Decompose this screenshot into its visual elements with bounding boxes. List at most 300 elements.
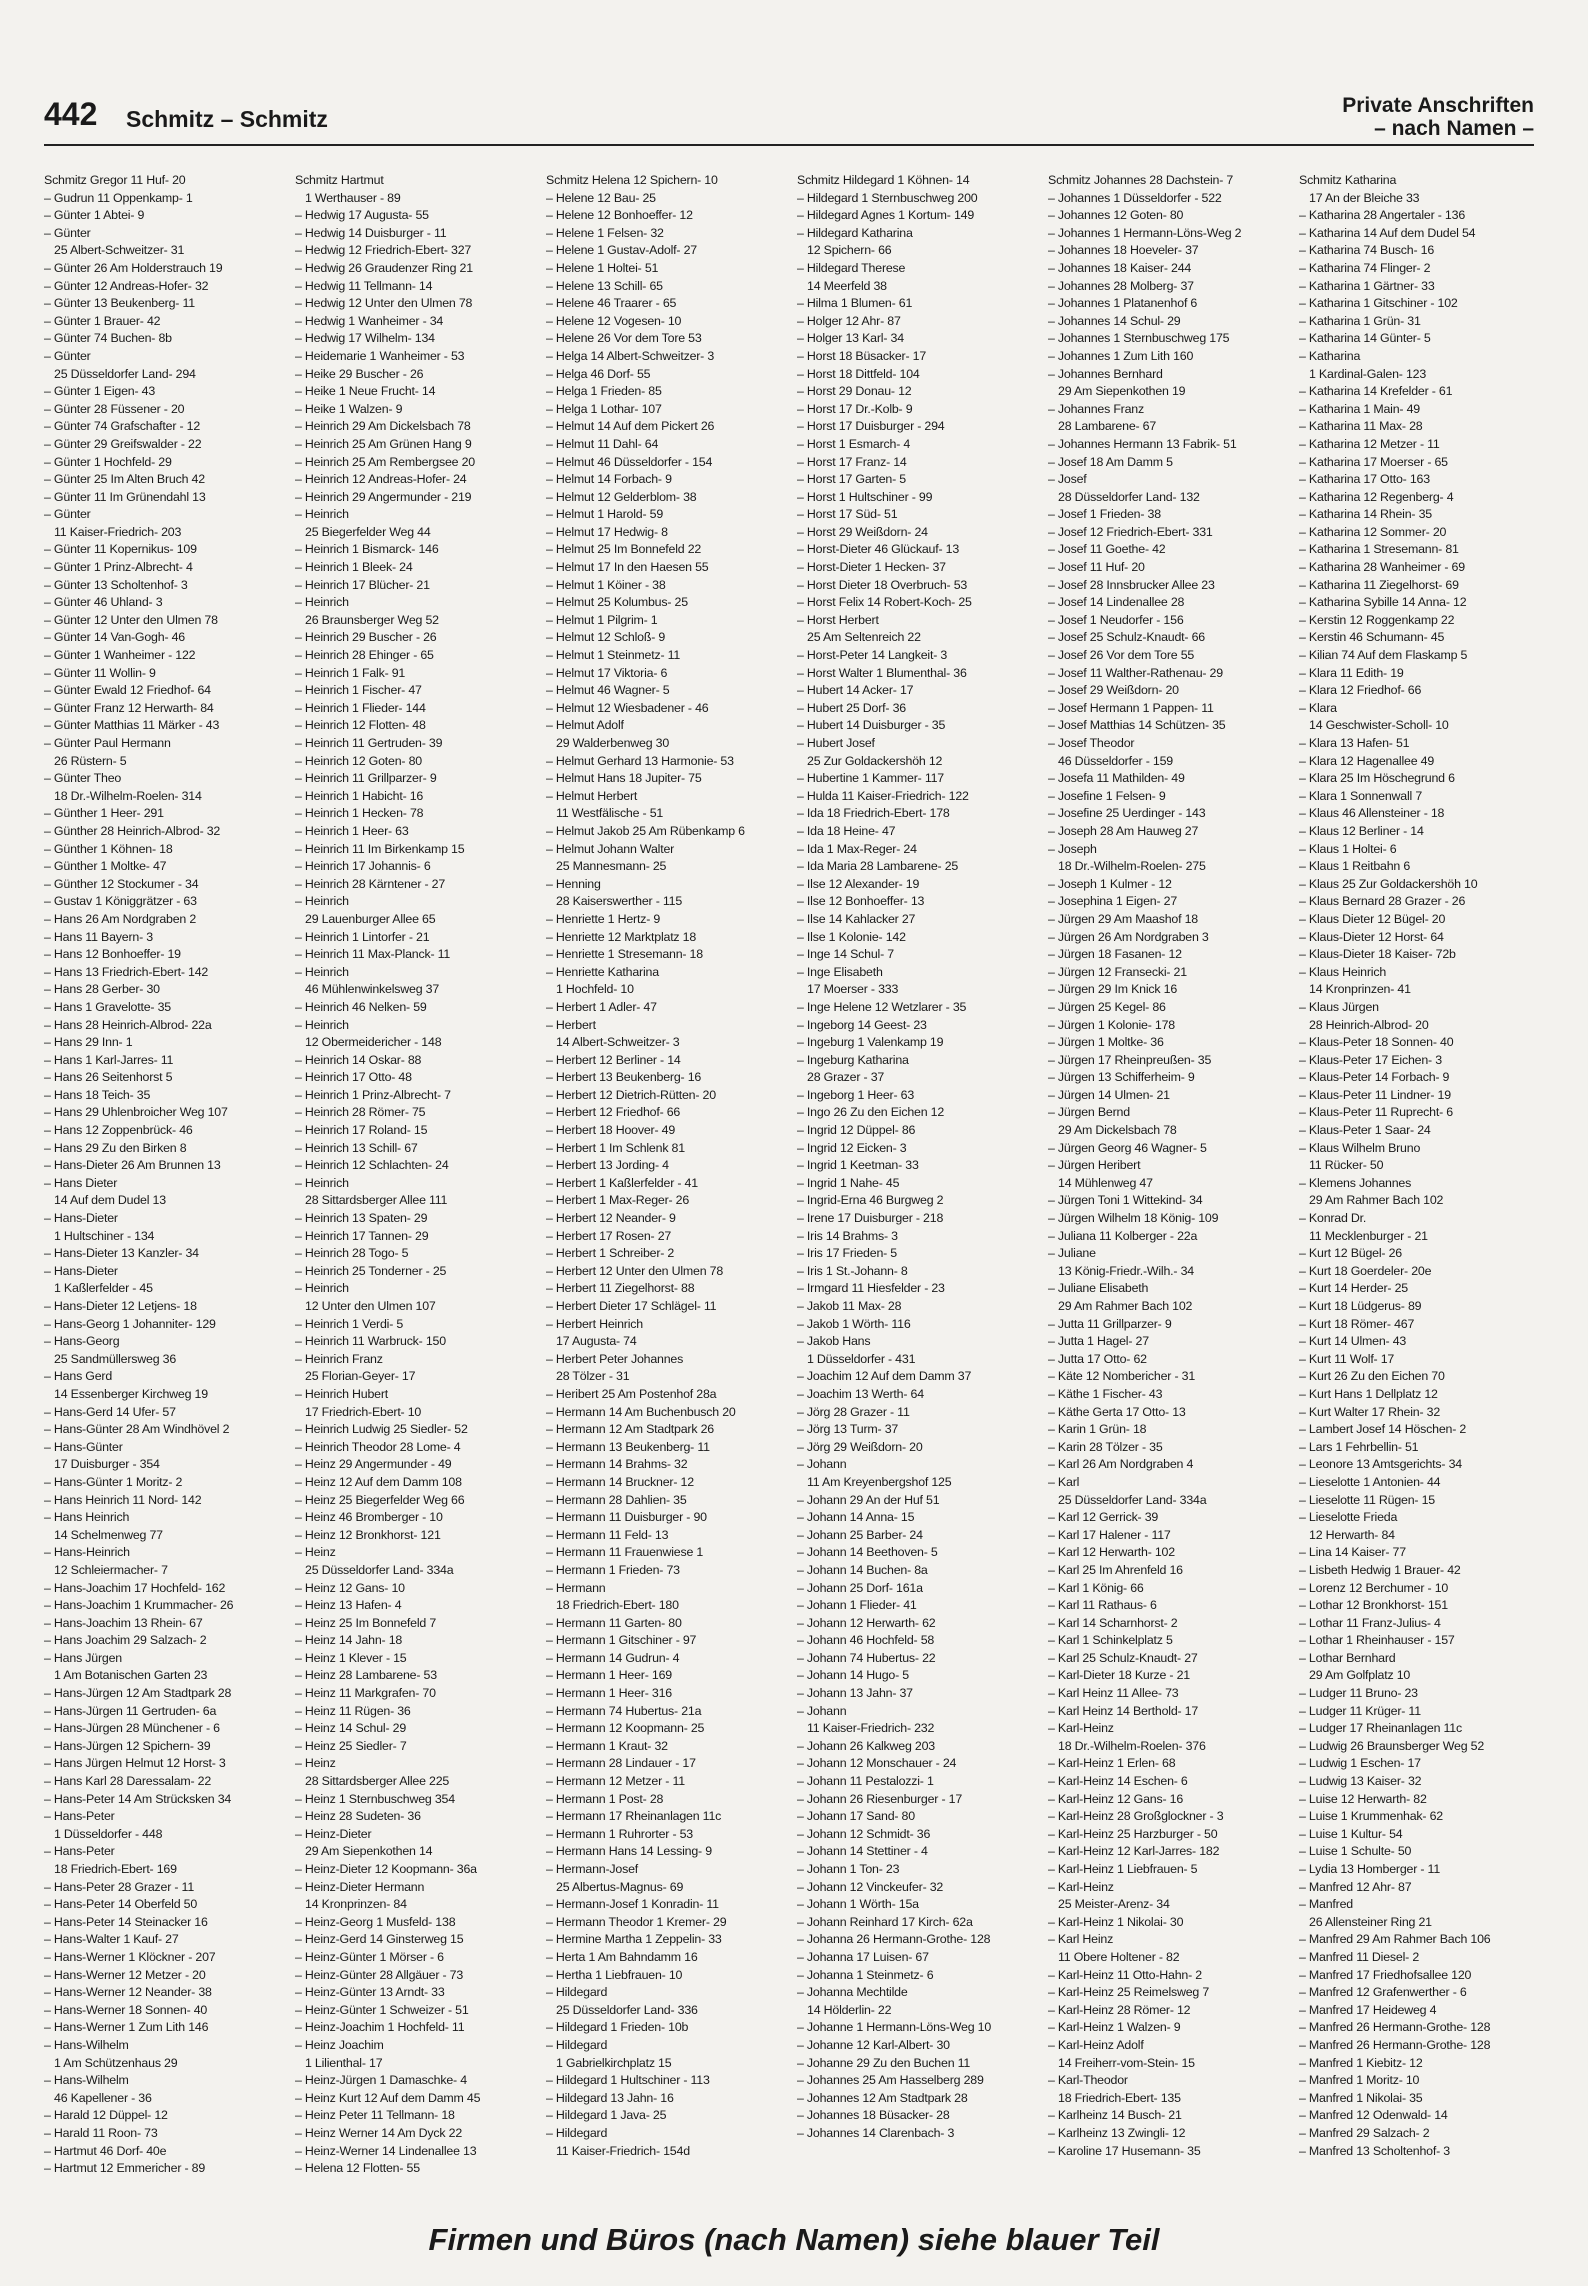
- directory-entry: – Johannes 18 Büsacker- 28: [797, 2108, 950, 2123]
- directory-entry: – Hans-Peter: [44, 1809, 115, 1824]
- directory-entry: – Hermann Theodor 1 Kremer- 29: [546, 1914, 727, 1929]
- directory-entry: – Heinrich 46 Nelken- 59: [295, 999, 427, 1014]
- directory-entry: – Hans 18 Teich- 35: [44, 1087, 151, 1102]
- directory-entry: – Jürgen 17 Rheinpreußen- 35: [1048, 1052, 1212, 1067]
- entry-list: [44, 172, 280, 2178]
- directory-entry: – Jörg 29 Weißdorn- 20: [797, 1439, 923, 1454]
- directory-entry: – Herbert 11 Ziegelhorst- 88: [546, 1281, 695, 1296]
- directory-entry: – Hildegard 13 Jahn- 16: [546, 2090, 674, 2105]
- directory-entry: – Klara 13 Hafen- 51: [1299, 736, 1410, 750]
- directory-entry: – Johann 26 Riesenburger - 17: [797, 1791, 963, 1806]
- directory-entry: – Kurt 14 Ulmen- 43: [1299, 1334, 1407, 1349]
- directory-entry: – Heinz 25 Biegerfelder Weg 66: [295, 1492, 465, 1507]
- directory-entry: 46 Düsseldorfer - 159: [1058, 753, 1173, 768]
- directory-entry: – Heinz-Dieter 12 Koopmann- 36a: [295, 1862, 477, 1876]
- directory-entry: – Hedwig 17 Wilhelm- 134: [295, 331, 435, 346]
- directory-entry: 46 Kapellener - 36: [54, 2090, 152, 2105]
- directory-entry: 12 Spichern- 66: [807, 243, 892, 258]
- directory-entry: – Horst Felix 14 Robert-Koch- 25: [797, 595, 972, 610]
- directory-entry: – Heinrich: [295, 595, 349, 610]
- directory-entry: 28 Kaiserswerther - 115: [556, 894, 683, 909]
- directory-entry: – Horst 1 Hultschiner - 99: [797, 489, 933, 504]
- directory-entry: – Herbert 1 Im Schlenk 81: [546, 1140, 685, 1155]
- directory-entry: 14 Freiherr-vom-Stein- 15: [1058, 2055, 1195, 2070]
- directory-entry: – Johannes 1 Platanenhof 6: [1048, 296, 1198, 311]
- directory-entry: – Heinrich 1 Bismarck- 146: [295, 542, 439, 557]
- directory-entry: – Josef Theodor: [1048, 736, 1135, 750]
- directory-entry: – Herbert 1 Kaßlerfelder - 41: [546, 1175, 698, 1190]
- directory-entry: – Ilse 12 Bonhoeffer- 13: [797, 894, 925, 909]
- directory-entry: – Klaus Heinrich: [1299, 964, 1387, 979]
- directory-entry: – Hans-Dieter: [44, 1211, 118, 1226]
- directory-entry: – Herbert 17 Rosen- 27: [546, 1228, 672, 1243]
- directory-entry: – Hermann: [546, 1580, 606, 1595]
- directory-entry: – Karlheinz 14 Busch- 21: [1048, 2108, 1182, 2123]
- directory-entry: – Karl 1 Schinkelplatz 5: [1048, 1633, 1173, 1648]
- directory-entry: 46 Mühlenwinkelsweg 37: [305, 982, 440, 997]
- directory-entry: – Horst 17 Duisburger - 294: [797, 419, 945, 434]
- directory-entry: – Hans-Jürgen 28 Münchener - 6: [44, 1721, 220, 1736]
- directory-entry: – Ludger 11 Bruno- 23: [1299, 1686, 1418, 1701]
- directory-entry: – Helene 1 Gustav-Adolf- 27: [546, 243, 697, 258]
- directory-entry: – Hermann 14 Brahms- 32: [546, 1457, 688, 1472]
- directory-entry: – Helene 13 Schill- 65: [546, 278, 663, 293]
- directory-entry: – Karl-Heinz: [1048, 1879, 1114, 1894]
- directory-entry: – Günter 11 Wollin- 9: [44, 665, 156, 680]
- directory-entry: – Horst Dieter 18 Overbruch- 53: [797, 577, 968, 592]
- directory-entry: – Karl 12 Gerrick- 39: [1048, 1510, 1159, 1525]
- directory-entry: – Johann 17 Sand- 80: [797, 1809, 915, 1824]
- directory-entry: – Heinz-Jürgen 1 Damaschke- 4: [295, 2073, 467, 2088]
- directory-entry: – Herbert 1 Adler- 47: [546, 999, 657, 1014]
- directory-entry: – Klaus-Peter 11 Lindner- 19: [1299, 1087, 1451, 1102]
- directory-entry: – Hans-Jürgen 12 Am Stadtpark 28: [44, 1686, 232, 1701]
- directory-entry: 25 Mannesmann- 25: [556, 859, 667, 874]
- section-title: [1342, 94, 1534, 140]
- directory-entry: – Karin 1 Grün- 18: [1048, 1422, 1147, 1437]
- directory-entry: – Johann 14 Anna- 15: [797, 1510, 915, 1525]
- directory-entry: – Heinz-Günter 28 Allgäuer - 73: [295, 1967, 464, 1982]
- directory-entry: 18 Friedrich-Ebert- 169: [54, 1862, 177, 1876]
- directory-entry: – Heinrich 28 Kärntener - 27: [295, 876, 446, 891]
- directory-entry: – Helmut 1 Harold- 59: [546, 507, 664, 522]
- directory-entry: – Hans 29 Uhlenbroicher Weg 107: [44, 1105, 228, 1120]
- directory-entry: – Kurt Walter 17 Rhein- 32: [1299, 1404, 1441, 1419]
- directory-entry: – Hans Jürgen Helmut 12 Horst- 3: [44, 1756, 226, 1771]
- directory-entry: – Hans-Peter 14 Oberfeld 50: [44, 1897, 198, 1912]
- directory-entry: – Hildegard: [546, 2037, 608, 2052]
- directory-entry: – Hans 26 Seitenhorst 5: [44, 1070, 173, 1085]
- directory-entry: – Hermann 28 Lindauer - 17: [546, 1756, 696, 1771]
- directory-entry: – Hans-Werner 1 Klöckner - 207: [44, 1949, 216, 1964]
- directory-entry: – Josef 11 Goethe- 42: [1048, 542, 1166, 557]
- directory-entry: – Heinz: [295, 1545, 336, 1560]
- directory-entry: – Klara 12 Hagenallee 49: [1299, 753, 1435, 768]
- directory-column-6: [1299, 172, 1534, 2198]
- directory-entry: – Josefine 1 Felsen- 9: [1048, 788, 1166, 803]
- directory-entry: – Heinrich 12 Andreas-Hofer- 24: [295, 472, 467, 487]
- directory-entry: – Lothar 11 Franz-Julius- 4: [1299, 1615, 1441, 1630]
- directory-entry: – Heinz Kurt 12 Auf dem Damm 45: [295, 2090, 481, 2105]
- directory-entry: – Karl-Theodor: [1048, 2073, 1128, 2088]
- directory-entry: – Lorenz 12 Berchumer - 10: [1299, 1580, 1449, 1595]
- directory-entry: – Hans-Joachim 13 Rhein- 67: [44, 1615, 203, 1630]
- directory-entry: – Johannes 12 Goten- 80: [1048, 208, 1184, 223]
- directory-entry: 29 Am Siepenkothen 19: [1058, 384, 1186, 399]
- directory-entry: 25 Albertus-Magnus- 69: [556, 1879, 684, 1894]
- directory-entry: – Heinrich: [295, 1017, 349, 1032]
- directory-entry: – Ilse 12 Alexander- 19: [797, 876, 920, 891]
- directory-entry: – Lina 14 Kaiser- 77: [1299, 1545, 1406, 1560]
- directory-column-2: [295, 172, 531, 2198]
- directory-entry: – Helmut 25 Im Bonnefeld 22: [546, 542, 702, 557]
- directory-entry: – Horst 17 Garten- 5: [797, 472, 906, 487]
- directory-entry: – Jürgen 26 Am Nordgraben 3: [1048, 929, 1209, 944]
- directory-entry: 25 Meister-Arenz- 34: [1058, 1897, 1170, 1912]
- directory-entry: – Jürgen 29 Am Maashof 18: [1048, 911, 1198, 926]
- directory-entry: – Heinrich 1 Bleek- 24: [295, 560, 413, 575]
- directory-entry: – Ingrid 12 Düppel- 86: [797, 1123, 916, 1138]
- directory-entry: – Hermann 11 Garten- 80: [546, 1615, 682, 1630]
- directory-entry: – Karl-Heinz Adolf: [1048, 2037, 1144, 2052]
- directory-entry: – Heinrich 1 Prinz-Albrecht- 7: [295, 1087, 451, 1102]
- directory-entry: – Heinrich 1 Heer- 63: [295, 823, 409, 838]
- directory-entry: – Josefine 25 Uerdinger - 143: [1048, 806, 1206, 821]
- directory-entry: – Hans-Günter 28 Am Windhövel 2: [44, 1422, 230, 1437]
- directory-entry: – Hans-Walter 1 Kauf- 27: [44, 1932, 179, 1947]
- directory-entry: – Josef 18 Am Damm 5: [1048, 454, 1173, 469]
- directory-entry: – Lothar Bernhard: [1299, 1650, 1396, 1665]
- directory-entry: – Johannes 12 Am Stadtpark 28: [797, 2090, 968, 2105]
- directory-entry: – Johannes Bernhard: [1048, 366, 1163, 381]
- directory-entry: – Harald 12 Düppel- 12: [44, 2108, 168, 2123]
- directory-entry: 25 Sandmüllersweg 36: [54, 1351, 177, 1366]
- directory-entry: 1 Kardinal-Galen- 123: [1309, 366, 1427, 381]
- directory-entry: – Helmut Hans 18 Jupiter- 75: [546, 771, 702, 786]
- directory-entry: – Kurt 18 Goerdeler- 20e: [1299, 1263, 1432, 1278]
- directory-entry: – Johannes 18 Kaiser- 244: [1048, 260, 1192, 275]
- directory-entry: – Karoline 17 Husemann- 35: [1048, 2143, 1201, 2158]
- directory-entry: – Johann 1 Wörth- 15a: [797, 1897, 919, 1912]
- directory-entry: 29 Walderbenweg 30: [556, 736, 670, 750]
- directory-entry: – Katharina 11 Ziegelhorst- 69: [1299, 577, 1459, 592]
- directory-entry: – Josef 29 Weißdorn- 20: [1048, 683, 1179, 698]
- directory-entry: 14 Meerfeld 38: [807, 278, 887, 293]
- directory-entry: – Herbert Peter Johannes: [546, 1351, 684, 1366]
- directory-entry: – Ludger 17 Rheinanlagen 11c: [1299, 1721, 1462, 1736]
- directory-entry: – Hans 11 Bayern- 3: [44, 929, 153, 944]
- directory-entry: – Klemens Johannes: [1299, 1175, 1412, 1190]
- directory-entry: 26 Braunsberger Weg 52: [305, 612, 439, 627]
- directory-entry: – Heinrich 1 Verdi- 5: [295, 1316, 404, 1331]
- directory-entry: – Manfred 12 Odenwald- 14: [1299, 2108, 1448, 2123]
- directory-entry: 12 Obermeidericher - 148: [305, 1035, 442, 1050]
- entry-list: [1048, 172, 1284, 2160]
- directory-entry: 1 Gabrielkirchplatz 15: [556, 2055, 672, 2070]
- directory-entry: – Heinz 13 Hafen- 4: [295, 1598, 402, 1613]
- directory-entry: – Karl Heinz 11 Allee- 73: [1048, 1686, 1179, 1701]
- directory-entry: – Hans-Joachim 17 Hochfeld- 162: [44, 1580, 226, 1595]
- directory-entry: – Heribert 25 Am Postenhof 28a: [546, 1386, 717, 1401]
- directory-entry: – Heinz Werner 14 Am Dyck 22: [295, 2125, 463, 2140]
- directory-entry: – Horst 18 Büsacker- 17: [797, 348, 927, 363]
- directory-entry: – Lothar 1 Rheinhauser - 157: [1299, 1633, 1455, 1648]
- directory-entry: – Karl 14 Scharnhorst- 2: [1048, 1615, 1178, 1630]
- directory-entry: – Hans 29 Zu den Birken 8: [44, 1140, 187, 1155]
- directory-entry: – Ingrid-Erna 46 Burgweg 2: [797, 1193, 944, 1208]
- directory-entry: – Heinrich 29 Buscher - 26: [295, 630, 437, 645]
- directory-entry: – Heinrich 12 Goten- 80: [295, 753, 422, 768]
- directory-entry: – Konrad Dr.: [1299, 1211, 1367, 1226]
- directory-entry: – Horst Herbert: [797, 612, 879, 627]
- directory-entry: – Horst-Dieter 1 Hecken- 37: [797, 560, 946, 575]
- directory-entry: – Heinrich 17 Otto- 48: [295, 1070, 412, 1085]
- directory-entry: – Hermann 1 Kraut- 32: [546, 1738, 668, 1753]
- directory-entry: – Hedwig 17 Augusta- 55: [295, 208, 429, 223]
- directory-entry: 28 Tölzer - 31: [556, 1369, 630, 1384]
- directory-entry: – Ingrid 1 Nahe- 45: [797, 1175, 900, 1190]
- directory-entry: – Heinrich 29 Angermunder - 219: [295, 489, 472, 504]
- directory-entry: – Günter 29 Greifswalder - 22: [44, 436, 202, 451]
- directory-entry: – Hedwig 26 Graudenzer Ring 21: [295, 260, 473, 275]
- directory-entry: – Karl-Heinz 1 Walzen- 9: [1048, 2020, 1181, 2035]
- directory-entry: – Heinrich 11 Warbruck- 150: [295, 1334, 446, 1349]
- directory-entry: – Kerstin 12 Roggenkamp 22: [1299, 612, 1455, 627]
- directory-entry: 1 Hultschiner - 134: [54, 1228, 155, 1243]
- directory-entry: – Hans-Georg 1 Johanniter- 129: [44, 1316, 216, 1331]
- directory-entry: – Helene 46 Traarer - 65: [546, 296, 677, 311]
- directory-entry: 1 Düsseldorfer - 431: [807, 1351, 916, 1366]
- directory-entry: – Johann 25 Barber- 24: [797, 1527, 923, 1542]
- directory-entry: – Hartmut 46 Dorf- 40e: [44, 2143, 167, 2158]
- directory-entry: – Joseph: [1048, 841, 1097, 856]
- directory-entry: – Günther 28 Heinrich-Albrod- 32: [44, 823, 221, 838]
- directory-entry: – Hildegard: [546, 2125, 608, 2140]
- directory-entry: 25 Düsseldorfer Land- 294: [54, 366, 196, 381]
- directory-entry: – Katharina 12 Sommer- 20: [1299, 524, 1447, 539]
- directory-entry: – Hans-Peter: [44, 1844, 115, 1859]
- footer-note: Firmen und Büros (nach Namen) siehe blauer Teil: [428, 2222, 1160, 2257]
- directory-entry: – Hartmut 12 Emmericher - 89: [44, 2161, 206, 2176]
- directory-entry: – Katharina 17 Moerser - 65: [1299, 454, 1448, 469]
- directory-entry: – Hermann 12 Koopmann- 25: [546, 1721, 705, 1736]
- directory-entry: – Horst 29 Weißdorn- 24: [797, 524, 928, 539]
- directory-entry: 12 Schleiermacher- 7: [54, 1562, 168, 1577]
- directory-entry: – Heinz 12 Gans- 10: [295, 1580, 405, 1595]
- directory-entry: – Horst 1 Esmarch- 4: [797, 436, 911, 451]
- directory-entry: – Horst 29 Donau- 12: [797, 384, 912, 399]
- directory-entry: – Hans-Wilhelm: [44, 2073, 129, 2088]
- directory-entry: – Jürgen 1 Moltke- 36: [1048, 1035, 1164, 1050]
- directory-entry: 13 König-Friedr.-Wilh.- 34: [1058, 1263, 1194, 1278]
- directory-entry: 29 Lauenburger Allee 65: [305, 911, 436, 926]
- directory-entry: 28 Heinrich-Albrod- 20: [1309, 1017, 1429, 1032]
- directory-entry: – Manfred 26 Hermann-Grothe- 128: [1299, 2020, 1491, 2035]
- directory-entry: – Katharina 12 Metzer - 11: [1299, 436, 1440, 451]
- section-title-line-1: Private Anschriften: [1342, 94, 1534, 117]
- directory-entry: – Hermann-Josef 1 Konradin- 11: [546, 1897, 719, 1912]
- directory-entry: – Heinrich 11 Max-Planck- 11: [295, 947, 451, 962]
- directory-entry: – Jürgen 18 Fasanen- 12: [1048, 947, 1182, 962]
- directory-entry: – Hans 13 Friedrich-Ebert- 142: [44, 964, 209, 979]
- directory-entry: – Hermann 11 Frauenwiese 1: [546, 1545, 704, 1560]
- directory-entry: – Juliane Elisabeth: [1048, 1281, 1149, 1296]
- directory-entry: – Horst-Peter 14 Langkeit- 3: [797, 648, 948, 663]
- directory-entry: – Heike 29 Buscher - 26: [295, 366, 424, 381]
- directory-entry: 1 Kaßlerfelder - 45: [54, 1281, 153, 1296]
- directory-entry: – Ludwig 26 Braunsberger Weg 52: [1299, 1738, 1485, 1753]
- directory-entry: – Josef 25 Schulz-Knaudt- 66: [1048, 630, 1205, 645]
- directory-entry: – Heinz 11 Markgrafen- 70: [295, 1686, 436, 1701]
- directory-entry: 25 Florian-Geyer- 17: [305, 1369, 416, 1384]
- directory-entry: – Jürgen Heribert: [1048, 1158, 1141, 1173]
- directory-entry: – Klaus-Peter 1 Saar- 24: [1299, 1123, 1431, 1138]
- directory-entry: – Jürgen 25 Kegel- 86: [1048, 999, 1166, 1014]
- directory-entry: – Henriette 1 Hertz- 9: [546, 911, 661, 926]
- directory-entry: – Günter 13 Scholtenhof- 3: [44, 577, 188, 592]
- directory-entry: – Günter 46 Uhland- 3: [44, 595, 163, 610]
- directory-entry: – Günter 1 Hochfeld- 29: [44, 454, 172, 469]
- directory-entry: – Hans Jürgen: [44, 1650, 122, 1665]
- directory-entry: – Johann: [797, 1457, 847, 1472]
- header-rule: [44, 144, 1534, 146]
- directory-entry: – Hans Dieter: [44, 1175, 118, 1190]
- directory-entry: – Herbert Dieter 17 Schlägel- 11: [546, 1299, 717, 1313]
- directory-entry: – Klaus Bernard 28 Grazer - 26: [1299, 894, 1466, 909]
- directory-entry: – Henriette 1 Stresemann- 18: [546, 947, 703, 962]
- directory-entry: – Jürgen 1 Kolonie- 178: [1048, 1017, 1175, 1032]
- directory-entry: – Klaus Dieter 12 Bügel- 20: [1299, 911, 1446, 926]
- directory-entry: – Luise 1 Schulte- 50: [1299, 1844, 1412, 1859]
- directory-entry: – Kurt Hans 1 Dellplatz 12: [1299, 1386, 1438, 1401]
- directory-entry: – Hermann 12 Metzer - 11: [546, 1774, 685, 1789]
- directory-entry: – Luise 1 Krummenhak- 62: [1299, 1809, 1443, 1824]
- directory-entry: – Hermann 11 Feld- 13: [546, 1527, 669, 1542]
- directory-entry: – Johanna 26 Hermann-Grothe- 128: [797, 1932, 991, 1947]
- directory-entry: – Hans-Gerd 14 Ufer- 57: [44, 1404, 176, 1419]
- directory-entry: – Hubert 25 Dorf- 36: [797, 700, 906, 715]
- directory-entry: – Johann 12 Herwarth- 62: [797, 1615, 936, 1630]
- directory-entry: – Heike 1 Walzen- 9: [295, 401, 403, 416]
- directory-entry: – Hans 1 Gravelotte- 35: [44, 999, 171, 1014]
- directory-entry: – Heinrich 1 Lintorfer - 21: [295, 929, 430, 944]
- directory-entry: – Johann 74 Hubertus- 22: [797, 1650, 936, 1665]
- directory-entry: – Klaus 46 Allensteiner - 18: [1299, 806, 1445, 821]
- directory-entry: – Heinrich 11 Grillparzer- 9: [295, 771, 437, 786]
- directory-entry: – Hans-Dieter: [44, 1263, 118, 1278]
- directory-entry: – Heike 1 Neue Frucht- 14: [295, 384, 436, 399]
- directory-entry: – Heinz-Dieter: [295, 1826, 372, 1841]
- directory-entry: – Herbert 12 Unter den Ulmen 78: [546, 1263, 724, 1278]
- directory-entry: – Johanne 12 Karl-Albert- 30: [797, 2037, 950, 2052]
- directory-entry: 11 Kaiser-Friedrich- 203: [54, 524, 182, 539]
- directory-entry: – Johannes 1 Hermann-Löns-Weg 2: [1048, 225, 1242, 240]
- directory-entry: 11 Westfälische - 51: [556, 806, 664, 821]
- directory-entry: – Heinz 11 Rügen- 36: [295, 1703, 411, 1718]
- directory-entry: – Hermann 1 Heer- 169: [546, 1668, 672, 1683]
- directory-entry: – Heinrich Ludwig 25 Siedler- 52: [295, 1422, 468, 1437]
- directory-entry: 1 Am Schützenhaus 29: [54, 2055, 178, 2070]
- directory-entry: – Helene 12 Bau- 25: [546, 190, 656, 205]
- directory-entry: – Manfred: [1299, 1897, 1353, 1912]
- directory-entry: – Helmut Herbert: [546, 788, 638, 803]
- directory-entry: 11 Kaiser-Friedrich- 154d: [556, 2143, 690, 2158]
- directory-column-3: [546, 172, 782, 2198]
- directory-entry: – Juliana 11 Kolberger - 22a: [1048, 1228, 1198, 1243]
- directory-entry: – Herbert 13 Jording- 4: [546, 1158, 669, 1173]
- directory-entry: – Klaus 25 Zur Goldackershöh 10: [1299, 876, 1478, 891]
- directory-entry: 25 Biegerfelder Weg 44: [305, 524, 431, 539]
- directory-entry: – Johann 12 Vinckeufer- 32: [797, 1879, 944, 1894]
- directory-entry: – Günter Ewald 12 Friedhof- 64: [44, 683, 211, 698]
- directory-entry: – Jörg 28 Grazer - 11: [797, 1404, 910, 1419]
- directory-entry: – Jakob 1 Wörth- 116: [797, 1316, 911, 1331]
- directory-entry: – Johann 25 Dorf- 161a: [797, 1580, 923, 1595]
- directory-entry: – Günter 11 Im Grünendahl 13: [44, 489, 206, 504]
- directory-entry: – Inge Elisabeth: [797, 964, 883, 979]
- directory-entry: – Günter: [44, 507, 91, 522]
- directory-entry: – Heinrich 17 Tannen- 29: [295, 1228, 429, 1243]
- directory-entry: – Heinz-Georg 1 Musfeld- 138: [295, 1914, 456, 1929]
- directory-entry: – Ida 18 Friedrich-Ebert- 178: [797, 806, 950, 821]
- directory-entry: – Josef Matthias 14 Schützen- 35: [1048, 718, 1226, 733]
- directory-entry: – Hans 12 Bonhoeffer- 19: [44, 947, 181, 962]
- directory-entry: – Karl: [1048, 1474, 1080, 1489]
- directory-entry: – Klara 11 Edith- 19: [1299, 665, 1404, 680]
- directory-entry: – Katharina 11 Max- 28: [1299, 419, 1423, 434]
- directory-entry: – Ingeborg 14 Geest- 23: [797, 1017, 927, 1032]
- directory-entry: – Johanna Mechtilde: [797, 1985, 908, 2000]
- directory-entry: – Heinrich 17 Blücher- 21: [295, 577, 430, 592]
- directory-entry: – Hermann 14 Am Buchenbusch 20: [546, 1404, 736, 1419]
- directory-entry: – Helmut 12 Wiesbadener - 46: [546, 700, 709, 715]
- directory-entry: – Hedwig 12 Unter den Ulmen 78: [295, 296, 473, 311]
- directory-entry: – Günter 13 Beukenberg- 11: [44, 296, 195, 311]
- page-title: Schmitz – Schmitz: [126, 106, 328, 132]
- directory-entry: 1 Lilienthal- 17: [305, 2055, 383, 2070]
- directory-entry: – Hedwig 11 Tellmann- 14: [295, 278, 433, 293]
- directory-entry: 25 Albert-Schweitzer- 31: [54, 243, 185, 258]
- directory-entry: – Johann 14 Buchen- 8a: [797, 1562, 928, 1577]
- directory-entry: – Heinrich 12 Schlachten- 24: [295, 1158, 449, 1173]
- directory-entry: – Johann 1 Flieder- 41: [797, 1598, 917, 1613]
- directory-entry: 14 Kronprinzen- 41: [1309, 982, 1411, 997]
- directory-entry: 28 Sittardsberger Allee 111: [305, 1193, 448, 1208]
- directory-entry: 14 Essenberger Kirchweg 19: [54, 1386, 208, 1401]
- directory-entry: – Günter 1 Wanheimer - 122: [44, 648, 196, 663]
- directory-entry: – Hans-Günter: [44, 1439, 123, 1454]
- directory-entry: – Hans-Jürgen 11 Gertruden- 6a: [44, 1703, 217, 1718]
- directory-entry: – Johanna 17 Luisen- 67: [797, 1949, 929, 1964]
- directory-entry: – Hans-Peter 28 Grazer - 11: [44, 1879, 195, 1894]
- directory-entry: – Heinrich 1 Habicht- 16: [295, 788, 424, 803]
- directory-entry: 11 Kaiser-Friedrich- 232: [807, 1721, 935, 1736]
- directory-entry: – Joseph 28 Am Hauweg 27: [1048, 823, 1199, 838]
- directory-entry: – Henriette 12 Marktplatz 18: [546, 929, 697, 944]
- directory-entry: – Katharina 28 Wanheimer - 69: [1299, 560, 1465, 575]
- directory-entry: – Jürgen Georg 46 Wagner- 5: [1048, 1140, 1207, 1155]
- directory-entry: – Manfred 1 Moritz- 10: [1299, 2073, 1420, 2088]
- directory-entry: – Helga 14 Albert-Schweitzer- 3: [546, 348, 715, 363]
- directory-entry: 14 Mühlenweg 47: [1058, 1175, 1153, 1190]
- directory-entry: – Katharina 1 Gitschiner - 102: [1299, 296, 1458, 311]
- directory-entry: – Heinz Peter 11 Tellmann- 18: [295, 2108, 455, 2123]
- directory-entry: – Günter 26 Am Holderstrauch 19: [44, 260, 223, 275]
- entry-list: [1299, 172, 1534, 2160]
- directory-entry: – Helmut 12 Gelderblom- 38: [546, 489, 697, 504]
- entry-list: [797, 172, 1033, 2143]
- directory-entry: – Heinrich 11 Im Birkenkamp 15: [295, 841, 465, 856]
